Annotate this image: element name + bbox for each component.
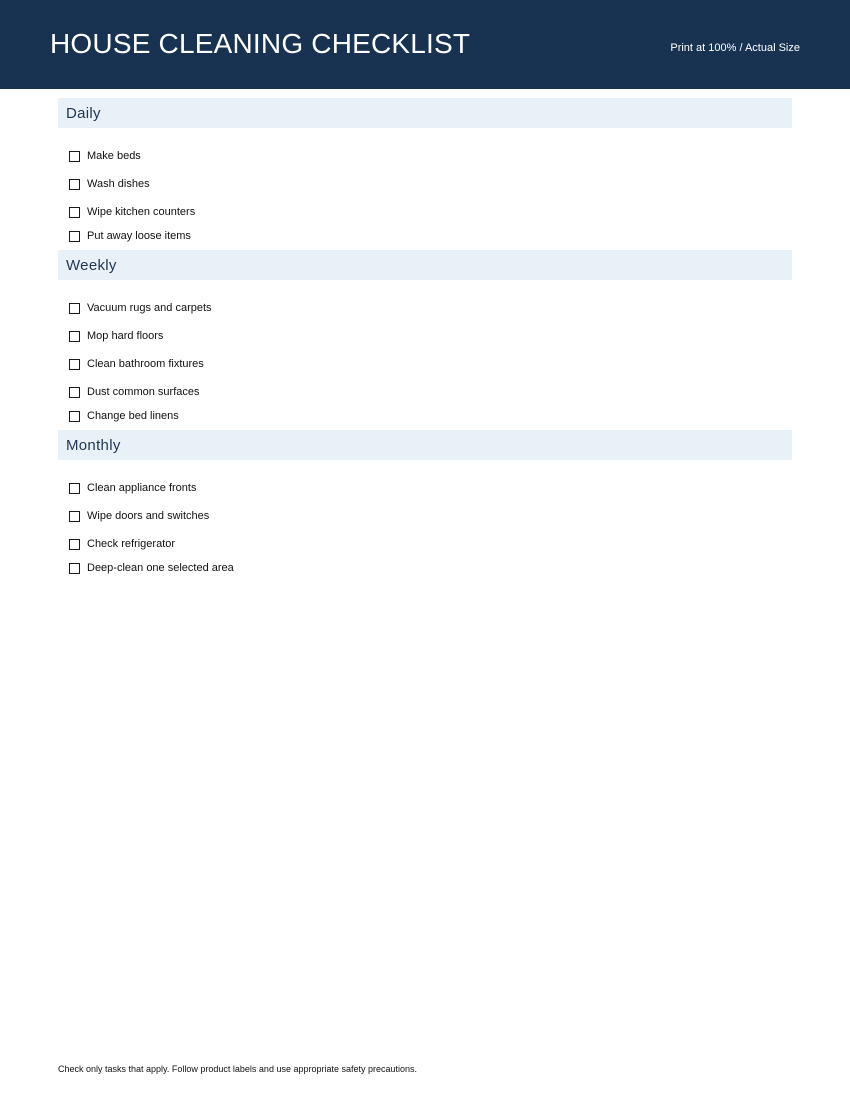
task-checkbox[interactable] bbox=[69, 511, 80, 522]
task-checkbox[interactable] bbox=[69, 539, 80, 550]
list-item bbox=[58, 474, 792, 502]
list-item bbox=[58, 558, 792, 582]
list-item bbox=[58, 350, 792, 378]
task-label: Vacuum rugs and carpets bbox=[87, 301, 212, 314]
task-label: Clean appliance fronts bbox=[87, 481, 197, 494]
list-item bbox=[58, 406, 792, 430]
checklist-content bbox=[58, 98, 792, 582]
task-list bbox=[58, 280, 792, 430]
list-item bbox=[58, 170, 792, 198]
section-title: Weekly bbox=[58, 250, 792, 280]
section-title: Daily bbox=[58, 98, 792, 128]
task-label: Wipe doors and switches bbox=[87, 509, 210, 522]
task-checkbox[interactable] bbox=[69, 231, 80, 242]
list-item bbox=[58, 502, 792, 530]
page-title: HOUSE CLEANING CHECKLIST bbox=[50, 28, 471, 59]
task-label: Check refrigerator bbox=[87, 537, 176, 550]
task-checkbox[interactable] bbox=[69, 411, 80, 422]
print-note: Print at 100% / Actual Size bbox=[670, 42, 800, 54]
task-label: Change bed linens bbox=[87, 410, 179, 422]
task-label: Dust common surfaces bbox=[87, 385, 200, 398]
task-checkbox[interactable] bbox=[69, 387, 80, 398]
task-label: Wipe kitchen counters bbox=[87, 205, 196, 218]
task-label: Put away loose items bbox=[87, 230, 191, 242]
task-checkbox[interactable] bbox=[69, 303, 80, 314]
list-item bbox=[58, 530, 792, 558]
task-list bbox=[58, 460, 792, 582]
list-item bbox=[58, 378, 792, 406]
task-label: Deep-clean one selected area bbox=[87, 562, 234, 574]
task-label: Clean bathroom fixtures bbox=[87, 357, 204, 370]
list-item bbox=[58, 294, 792, 322]
task-checkbox[interactable] bbox=[69, 179, 80, 190]
section-weekly bbox=[58, 250, 792, 430]
task-label: Wash dishes bbox=[87, 177, 150, 190]
section-title: Monthly bbox=[58, 430, 792, 460]
task-checkbox[interactable] bbox=[69, 151, 80, 162]
list-item bbox=[58, 322, 792, 350]
page-header bbox=[0, 0, 850, 89]
task-label: Make beds bbox=[87, 149, 141, 162]
list-item bbox=[58, 142, 792, 170]
task-checkbox[interactable] bbox=[69, 359, 80, 370]
footer-note: Check only tasks that apply. Follow product labels and use appropriate safety precautions. bbox=[58, 1064, 418, 1074]
section-daily bbox=[58, 98, 792, 250]
task-checkbox[interactable] bbox=[69, 563, 80, 574]
task-checkbox[interactable] bbox=[69, 331, 80, 342]
task-checkbox[interactable] bbox=[69, 207, 80, 218]
task-label: Mop hard floors bbox=[87, 329, 164, 342]
list-item bbox=[58, 198, 792, 226]
task-checkbox[interactable] bbox=[69, 483, 80, 494]
task-list bbox=[58, 128, 792, 250]
list-item bbox=[58, 226, 792, 250]
section-monthly bbox=[58, 430, 792, 582]
